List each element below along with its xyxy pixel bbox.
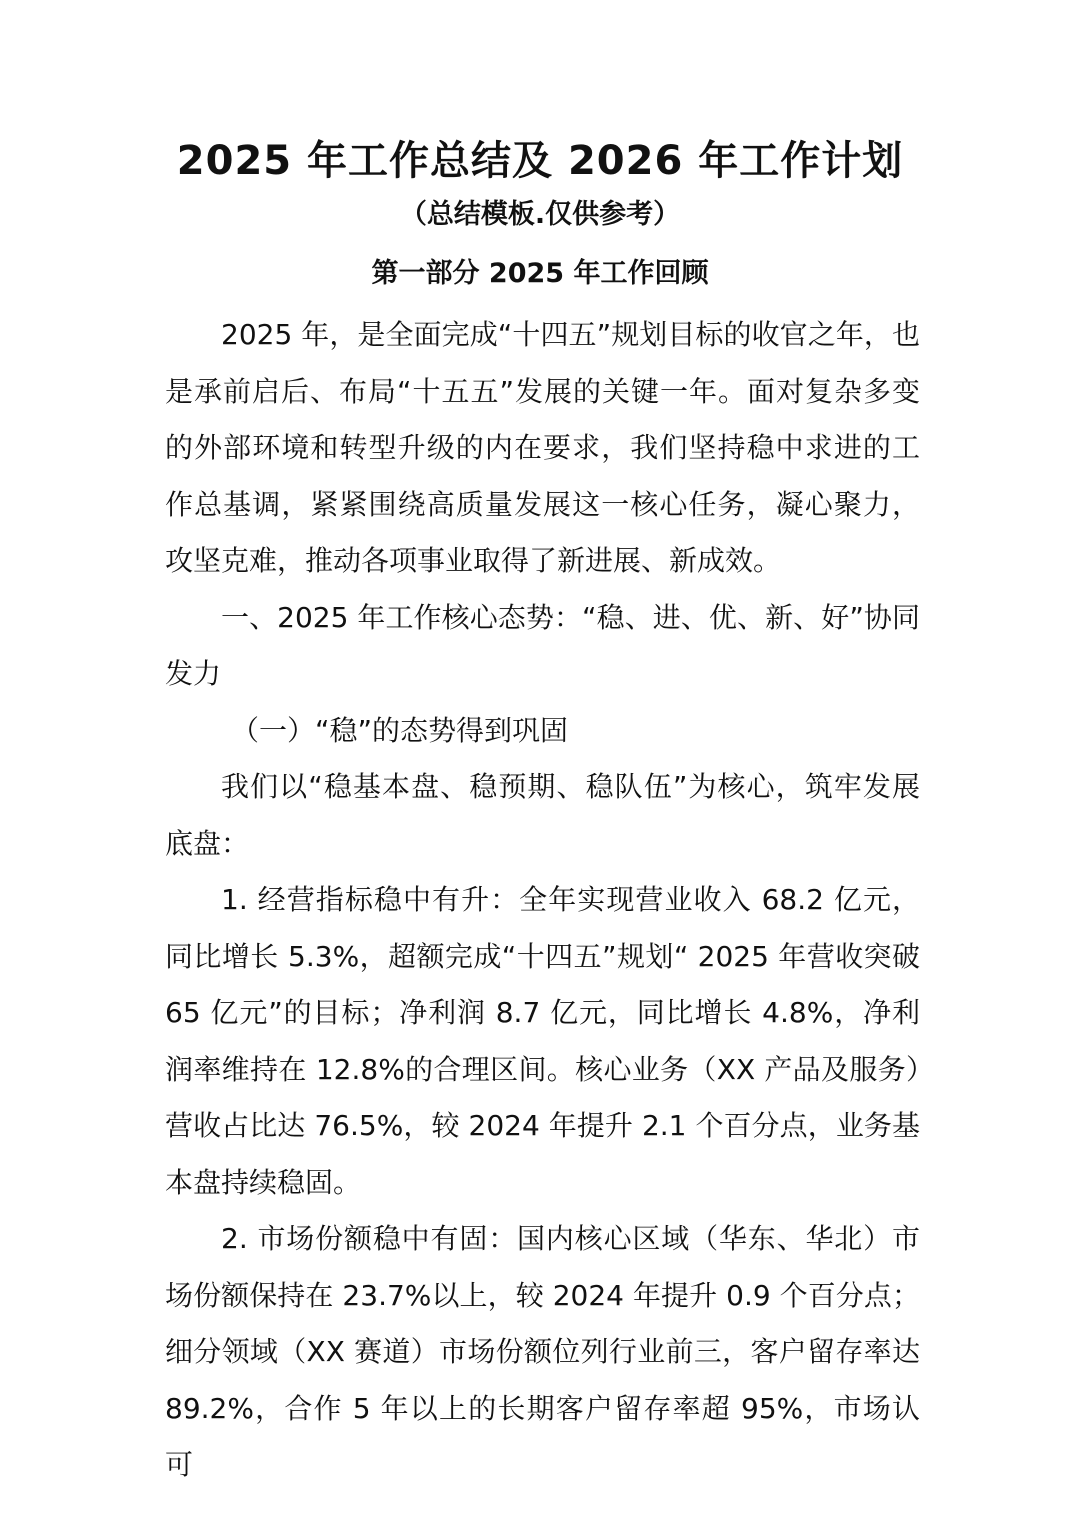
document-body [165, 307, 920, 1494]
document-title: 2025 年工作总结及 2026 年工作计划 [176, 138, 904, 184]
list-item-1: 1. 经营指标稳中有升：全年实现营业收入 68.2 亿元，同比增长 5.3%，超额完成“十四五”规划“ 2025 年营收突破 65 亿元”的目标；净利润 8.7 亿元，同比增长 4.8%，净利润率维持在 12.8%的合理区间。核心业务（XX 产品及服务）营收占比达 76.5%，较 2024 年提升 2.1 个百分点，业务基本盘持续稳固。 [165, 883, 920, 1199]
part-heading: 第一部分 2025 年工作回顾 [371, 258, 709, 289]
list-item-2: 2. 市场份额稳中有固：国内核心区域（华东、华北）市场份额保持在 23.7%以上，较 2024 年提升 0.9 个百分点；细分领域（XX 赛道）市场份额位列行业前三，客户留存率达 89.2%，合作 5 年以上的长期客户留存率超 95%，市场认可 [165, 1222, 920, 1481]
section-heading-1: 一、2025 年工作核心态势：“稳、进、优、新、好”协同发力 [165, 600, 920, 690]
body-paragraph: 我们以“稳基本盘、稳预期、稳队伍”为核心，筑牢发展底盘： [165, 770, 920, 860]
subsection-heading-1: （一）“稳”的态势得到巩固 [231, 713, 569, 747]
intro-paragraph: 2025 年，是全面完成“十四五”规划目标的收官之年，也是承前启后、布局“十五五”发展的关键一年。面对复杂多变的外部环境和转型升级的内在要求，我们坚持稳中求进的工作总基调，紧紧围绕高质量发展这一核心任务，凝心聚力，攻坚克难，推动各项事业取得了新进展、新成效。 [165, 318, 920, 577]
document-subtitle: （总结模板.仅供参考） [399, 199, 681, 230]
